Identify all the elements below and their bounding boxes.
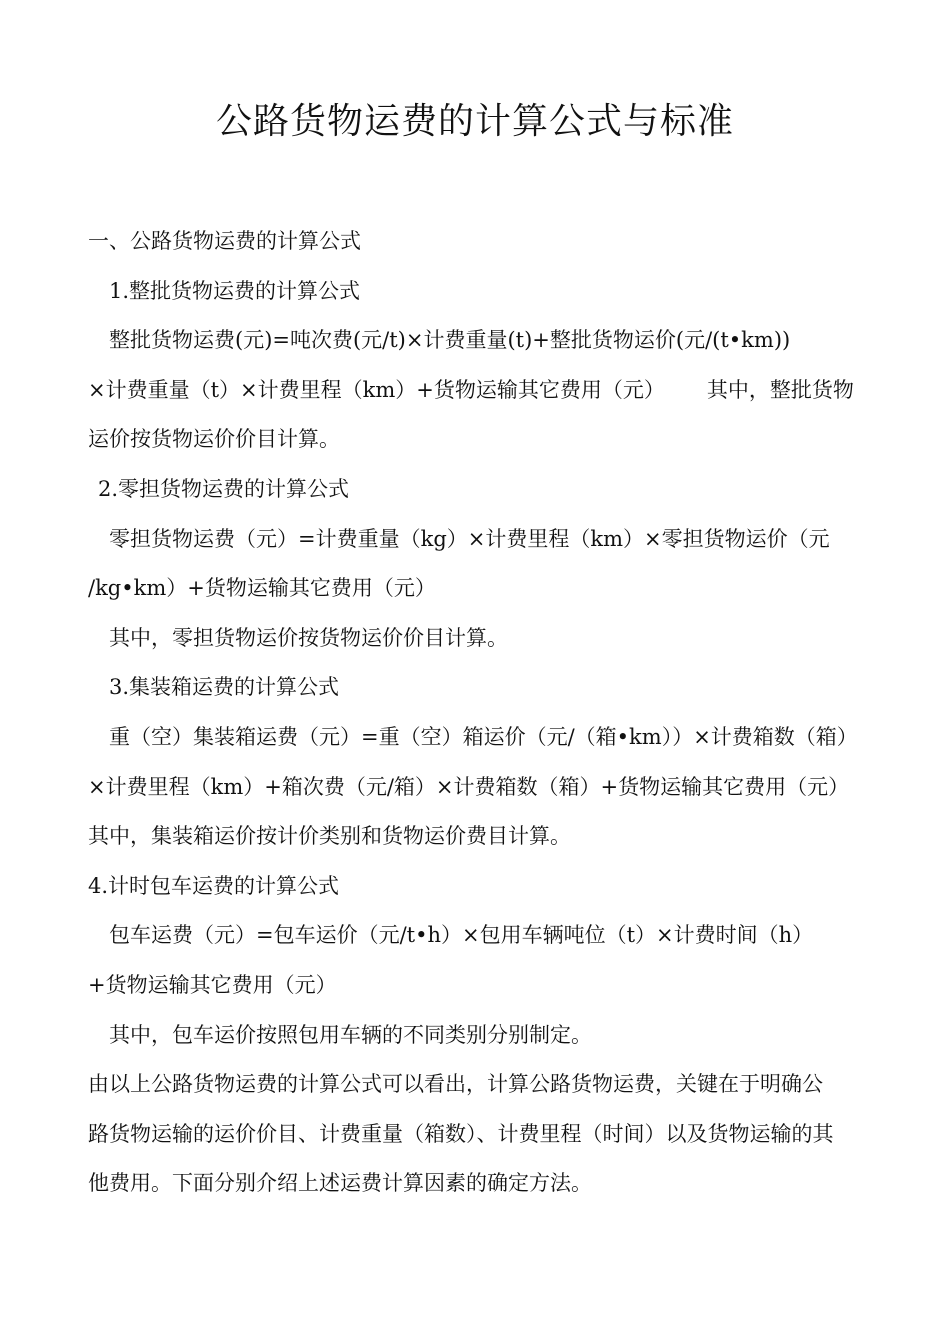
section-heading: 一、公路货物运费的计算公式	[88, 229, 361, 253]
subsection-heading-4: 4.计时包车运费的计算公式	[88, 873, 340, 898]
formula-text: ×计费重量（t）×计费里程（km）+货物运输其它费用（元）	[88, 377, 665, 402]
paragraph-line: 其中，集装箱运价按计价类别和货物运价费目计算。	[88, 824, 571, 849]
formula-line: 重（空）集装箱运费（元）=重（空）箱运价（元/（箱•km））×计费箱数（箱）	[109, 724, 858, 749]
paragraph-line: 其中，零担货物运价按货物运价价目计算。	[109, 625, 508, 650]
paragraph-line: 由以上公路货物运费的计算公式可以看出，计算公路货物运费，关键在于明确公	[88, 1072, 823, 1097]
paragraph-line: 他费用。下面分别介绍上述运费计算因素的确定方法。	[88, 1171, 592, 1196]
paragraph-line: 路货物运输的运价价目、计费重量（箱数）、计费里程（时间）以及货物运输的其	[88, 1121, 834, 1146]
formula-line: 包车运费（元）=包车运价（元/t•h）×包用车辆吨位（t）×计费时间（h）	[109, 923, 814, 948]
document-body	[88, 217, 868, 1209]
subsection-heading-2: 2.零担货物运费的计算公式	[98, 476, 350, 501]
subsection-heading-3: 3.集装箱运费的计算公式	[109, 675, 340, 700]
paragraph-line: 其中，包车运价按照包用车辆的不同类别分别制定。	[109, 1022, 592, 1047]
formula-line: /kg•km）+货物运输其它费用（元）	[88, 576, 436, 601]
formula-line: ×计费里程（km）+箱次费（元/箱）×计费箱数（箱）+货物运输其它费用（元）	[88, 774, 850, 799]
paragraph-line: 运价按货物运价价目计算。	[88, 427, 340, 452]
formula-line: +货物运输其它费用（元）	[88, 972, 337, 997]
formula-line: 零担货物运费（元）=计费重量（kg）×计费里程（km）×零担货物运价（元	[109, 526, 830, 551]
formula-line: 整批货物运费(元)=吨次费(元/t)×计费重量(t)+整批货物运价(元/(t•km))	[109, 328, 791, 353]
formula-line	[88, 366, 868, 416]
document-title: 公路货物运费的计算公式与标准	[215, 101, 734, 142]
subsection-heading-1: 1.整批货物运费的计算公式	[109, 278, 361, 303]
note-text: 其中，整批货物	[706, 377, 854, 402]
